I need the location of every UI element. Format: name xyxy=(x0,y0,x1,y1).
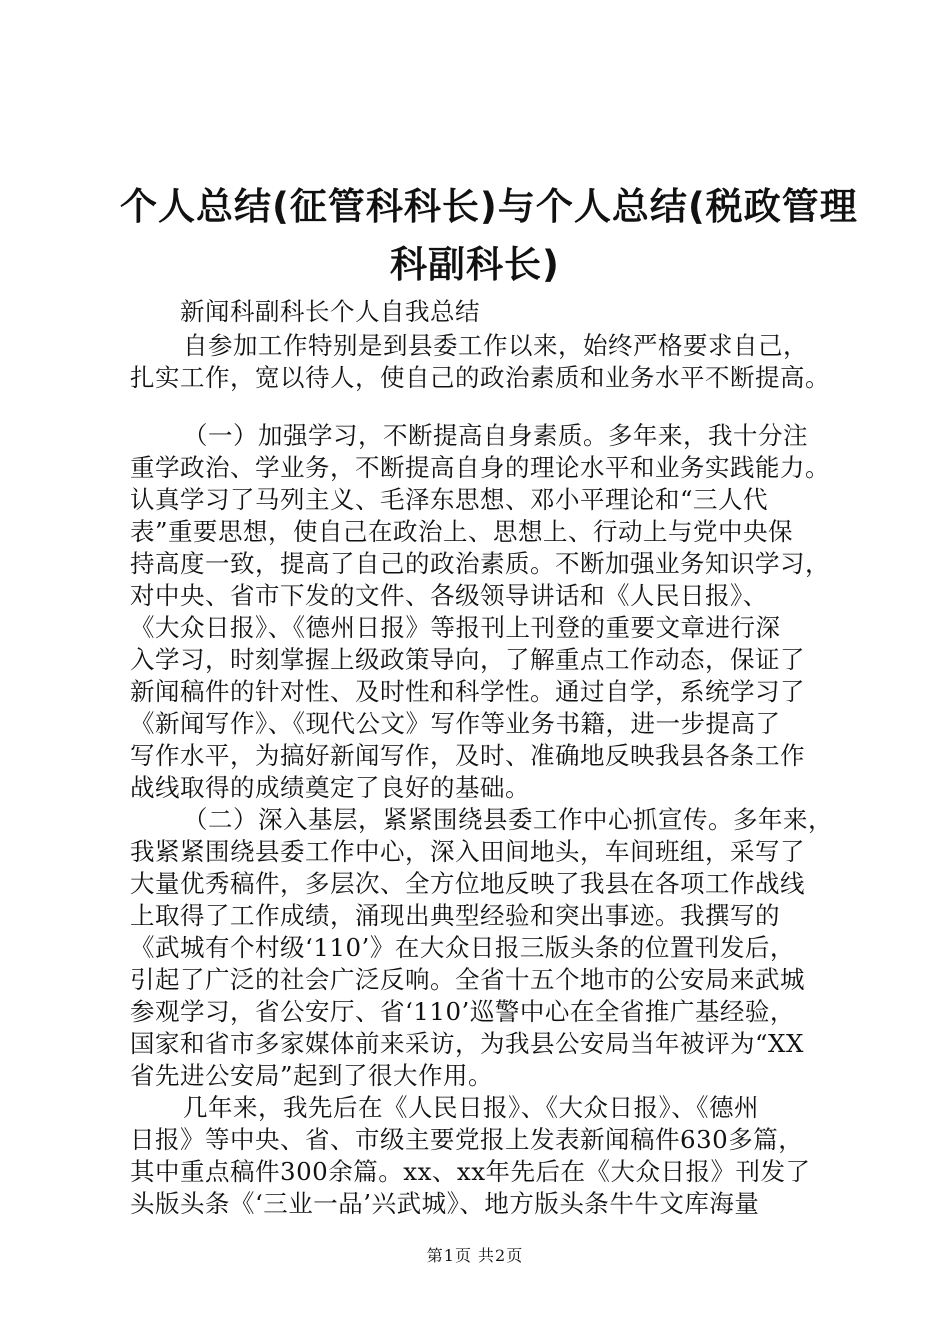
body-line: 我紧紧围绕县委工作中心，深入田间地头，车间班组，采写了 xyxy=(130,837,805,866)
page-number-footer: 第1页 共2页 xyxy=(426,1246,524,1265)
body-line: 入学习，时刻掌握上级政策导向，了解重点工作动态，保证了 xyxy=(130,645,805,674)
body-line: 大量优秀稿件，多层次、全方位地反映了我县在各项工作战线 xyxy=(130,869,805,898)
body-line: 《新闻写作》、《现代公文》写作等业务书籍，进一步提高了 xyxy=(130,709,781,738)
body-line: 表”重要思想，使自己在政治上、思想上、行动上与党中央保 xyxy=(130,517,794,546)
body-line: 自参加工作特别是到县委工作以来，始终严格要求自己， xyxy=(183,331,808,360)
body-line: 战线取得的成绩奠定了良好的基础。 xyxy=(130,773,530,802)
body-line: 写作水平，为搞好新闻写作，及时、准确地反映我县各条工作 xyxy=(130,741,805,770)
body-line: 引起了广泛的社会广泛反响。全省十五个地市的公安局来武城 xyxy=(130,965,805,994)
body-line: 扎实工作，宽以待人，使自己的政治素质和业务水平不断提高。 xyxy=(130,363,830,392)
body-line: 省先进公安局”起到了很大作用。 xyxy=(130,1061,494,1090)
document-title-line-2: 科副科长) xyxy=(390,243,560,286)
body-line: 头版头条《‘三业一品’兴武城》、地方版头条牛牛文库海量 xyxy=(130,1189,760,1218)
document-title-line-1: 个人总结(征管科科长)与个人总结(税政管理 xyxy=(120,185,858,228)
body-line: 《大众日报》、《德州日报》等报刊上刊登的重要文章进行深 xyxy=(130,613,781,642)
body-line: 日报》等中央、省、市级主要党报上发表新闻稿件630多篇， xyxy=(130,1125,804,1154)
body-line: 重学政治、学业务，不断提高自身的理论水平和业务实践能力。 xyxy=(130,453,830,482)
body-line: 持高度一致，提高了自己的政治素质。不断加强业务知识学习， xyxy=(130,549,830,578)
body-line: （一）加强学习，不断提高自身素质。多年来，我十分注 xyxy=(183,421,808,450)
body-line: 其中重点稿件300余篇。xx、xx年先后在《大众日报》刊发了 xyxy=(130,1157,811,1186)
body-line: 对中央、省市下发的文件、各级领导讲话和《人民日报》、 xyxy=(130,581,768,610)
body-line: 参观学习，省公安厅、省‘110’巡警中心在全省推广基经验， xyxy=(130,997,795,1026)
body-line: （二）深入基层，紧紧围绕县委工作中心抓宣传。多年来， xyxy=(183,805,833,834)
body-line: 国家和省市多家媒体前来采访，为我县公安局当年被评为“XX xyxy=(130,1029,804,1058)
body-line: 《武城有个村级‘110’》在大众日报三版头条的位置刊发后， xyxy=(130,933,795,962)
body-line: 上取得了工作成绩，涌现出典型经验和突出事迹。我撰写的 xyxy=(130,901,780,930)
body-line: 新闻科副科长个人自我总结 xyxy=(180,297,480,326)
body-line: 认真学习了马列主义、毛泽东思想、邓小平理论和“三人代 xyxy=(130,485,769,514)
body-line: 几年来，我先后在《人民日报》、《大众日报》、《德州 xyxy=(183,1093,759,1122)
body-line: 新闻稿件的针对性、及时性和科学性。通过自学，系统学习了 xyxy=(130,677,805,706)
